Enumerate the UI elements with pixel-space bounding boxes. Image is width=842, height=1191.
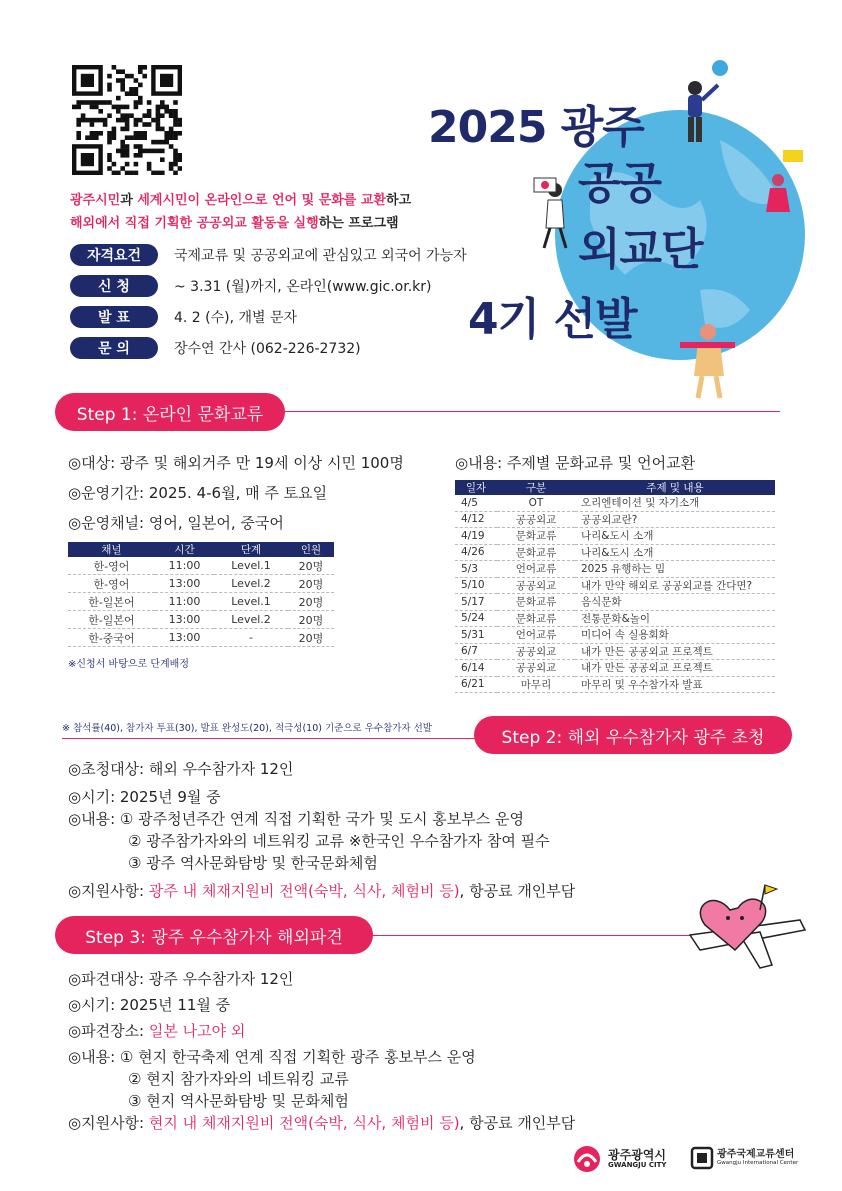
table-row bbox=[455, 528, 775, 545]
step3-content-2: ② 현지 참가자와의 네트워킹 교류 bbox=[128, 1070, 349, 1088]
step3-place: ◎파견장소: 일본 나고야 외 bbox=[68, 1022, 246, 1040]
table-row bbox=[455, 577, 775, 594]
qr-code[interactable] bbox=[72, 65, 182, 175]
table-cell: 마무리 및 우수참가자 발표 bbox=[575, 676, 775, 693]
table-cell: 13:00 bbox=[155, 611, 214, 629]
table-cell: 6/21 bbox=[455, 676, 497, 693]
table-header-cell: 채널 bbox=[68, 542, 155, 557]
step3-content-1: ◎내용: ① 현지 한국축제 연계 직접 기획한 광주 홍보부스 운영 bbox=[68, 1048, 476, 1066]
title-line-4: 4기 선발 bbox=[468, 294, 637, 345]
info-value: 국제교류 및 공공외교에 관심있고 외국어 가능자 bbox=[174, 248, 467, 264]
table-cell: 5/3 bbox=[455, 561, 497, 578]
table-header-cell: 단계 bbox=[214, 542, 288, 557]
table-row bbox=[455, 561, 775, 578]
table-cell: 문화교류 bbox=[497, 594, 575, 611]
gwangju-city-logo bbox=[570, 1144, 667, 1174]
table-cell: 4/5 bbox=[455, 495, 497, 511]
selection-criteria-note: ※ 참석률(40), 참가자 투표(30), 발표 완성도(20), 적극성(10) 기준으로 우수참가자 선발 bbox=[62, 723, 432, 734]
table-cell: 미디어 속 실용회화 bbox=[575, 627, 775, 644]
table-cell: 4/19 bbox=[455, 528, 497, 545]
table-cell: 언어교류 bbox=[497, 627, 575, 644]
table-cell: OT bbox=[497, 495, 575, 511]
step3-time: ◎시기: 2025년 11월 중 bbox=[68, 996, 231, 1014]
gic-icon bbox=[690, 1146, 714, 1170]
table-row bbox=[455, 676, 775, 693]
step3-divider bbox=[360, 935, 690, 936]
table-cell: 4/12 bbox=[455, 511, 497, 528]
table-cell: 오리엔테이션 및 자기소개 bbox=[575, 495, 775, 511]
table-cell: 공공외교란? bbox=[575, 511, 775, 528]
step3-support: ◎지원사항: 현지 내 체재지원비 전액(숙박, 식사, 체험비 등), 항공료 개인부담 bbox=[68, 1114, 576, 1132]
gic-logo-kr: 광주국제교류센터 bbox=[717, 1149, 795, 1161]
gic-logo bbox=[690, 1146, 798, 1170]
table-cell: 한-일본어 bbox=[68, 611, 155, 629]
step1-channel: ◎운영채널: 영어, 일본어, 중국어 bbox=[68, 514, 284, 532]
table-row bbox=[455, 627, 775, 644]
title-line-3: 외교단 bbox=[578, 224, 703, 275]
heart-airplane-illustration bbox=[680, 880, 810, 975]
table-row bbox=[455, 643, 775, 660]
info-row-contact bbox=[70, 336, 361, 360]
table-cell: 6/7 bbox=[455, 643, 497, 660]
table-cell: 2025 유행하는 밈 bbox=[575, 561, 775, 578]
table-row bbox=[455, 544, 775, 561]
table-row bbox=[68, 575, 334, 593]
step2-content-3: ③ 광주 역사문화탐방 및 한국문화체험 bbox=[128, 854, 378, 872]
info-label: 문 의 bbox=[70, 337, 158, 359]
table-header-cell: 주제 및 내용 bbox=[575, 480, 775, 495]
info-value: ~ 3.31 (월)까지, 온라인(www.gic.or.kr) bbox=[174, 279, 432, 295]
step2-content-1: ◎내용: ① 광주청년주간 연계 직접 기획한 국가 및 도시 홍보부스 운영 bbox=[68, 810, 525, 828]
intro-line-1: 광주시민과 세계시민이 온라인으로 언어 및 문화를 교환하고 bbox=[70, 193, 412, 208]
table-cell: 언어교류 bbox=[497, 561, 575, 578]
table-cell: 공공외교 bbox=[497, 577, 575, 594]
table-cell: 20명 bbox=[288, 593, 334, 611]
table-cell: Level.2 bbox=[214, 575, 288, 593]
table-cell: 문화교류 bbox=[497, 610, 575, 627]
table-cell: - bbox=[214, 629, 288, 647]
table-cell: 11:00 bbox=[155, 593, 214, 611]
table-row bbox=[68, 557, 334, 575]
info-row-qualification bbox=[70, 243, 467, 267]
table-cell: 공공외교 bbox=[497, 643, 575, 660]
table-cell: 한-일본어 bbox=[68, 593, 155, 611]
table-cell: 내가 만든 공공외교 프로젝트 bbox=[575, 660, 775, 677]
table-cell: 문화교류 bbox=[497, 528, 575, 545]
city-logo-en: GWANGJU CITY bbox=[608, 1160, 667, 1169]
info-label: 신 청 bbox=[70, 275, 158, 297]
table-cell: 11:00 bbox=[155, 557, 214, 575]
step2-divider bbox=[62, 738, 482, 739]
title-line-1: 2025 광주 bbox=[428, 102, 644, 153]
table-header-cell: 일자 bbox=[455, 480, 497, 495]
table-header-cell: 인원 bbox=[288, 542, 334, 557]
step3-pill: Step 3: 광주 우수참가자 해외파견 bbox=[55, 916, 373, 954]
info-value: 4. 2 (수), 개별 문자 bbox=[174, 310, 298, 326]
table-cell: 6/14 bbox=[455, 660, 497, 677]
channel-table bbox=[68, 542, 334, 647]
step3-target: ◎파견대상: 광주 우수참가자 12인 bbox=[68, 970, 294, 988]
table-cell: 13:00 bbox=[155, 575, 214, 593]
table-cell: 한-중국어 bbox=[68, 629, 155, 647]
table-cell: 20명 bbox=[288, 611, 334, 629]
table-row bbox=[455, 495, 775, 511]
table-cell: 13:00 bbox=[155, 629, 214, 647]
table-cell: 4/26 bbox=[455, 544, 497, 561]
table-cell: 20명 bbox=[288, 629, 334, 647]
table-row bbox=[68, 611, 334, 629]
info-row-announce bbox=[70, 305, 297, 329]
title-line-2: 공공 bbox=[578, 158, 662, 209]
table-row bbox=[455, 610, 775, 627]
table-cell: 5/17 bbox=[455, 594, 497, 611]
table-row bbox=[455, 660, 775, 677]
table-cell: 5/31 bbox=[455, 627, 497, 644]
step2-support: ◎지원사항: 광주 내 체재지원비 전액(숙박, 식사, 체험비 등), 항공료 개인부담 bbox=[68, 882, 576, 900]
table-cell: 공공외교 bbox=[497, 660, 575, 677]
step2-pill: Step 2: 해외 우수참가자 광주 초청 bbox=[474, 716, 792, 754]
table-row bbox=[455, 511, 775, 528]
schedule-table bbox=[455, 480, 775, 693]
table-cell: 음식문화 bbox=[575, 594, 775, 611]
table-header-cell: 구분 bbox=[497, 480, 575, 495]
table-row bbox=[455, 594, 775, 611]
table-cell: 마무리 bbox=[497, 676, 575, 693]
step1-divider bbox=[270, 411, 780, 412]
table-cell: 한-영어 bbox=[68, 557, 155, 575]
city-logo-kr: 광주광역시 bbox=[608, 1147, 666, 1162]
step2-time: ◎시기: 2025년 9월 중 bbox=[68, 788, 221, 806]
table-header-cell: 시간 bbox=[155, 542, 214, 557]
table-cell: Level.1 bbox=[214, 557, 288, 575]
table-cell: 20명 bbox=[288, 557, 334, 575]
table-row bbox=[68, 593, 334, 611]
step1-content-title: ◎내용: 주제별 문화교류 및 언어교환 bbox=[455, 454, 696, 472]
step2-target: ◎초청대상: 해외 우수참가자 12인 bbox=[68, 760, 294, 778]
table-cell: 20명 bbox=[288, 575, 334, 593]
table-row bbox=[68, 629, 334, 647]
info-value: 장수연 간사 (062-226-2732) bbox=[174, 341, 361, 357]
step2-content-2: ② 광주참가자와의 네트워킹 교류 ※한국인 우수참가자 참여 필수 bbox=[128, 832, 550, 850]
table-cell: 내가 만약 해외로 공공외교를 간다면? bbox=[575, 577, 775, 594]
table-cell: 문화교류 bbox=[497, 544, 575, 561]
table-cell: Level.2 bbox=[214, 611, 288, 629]
info-row-apply bbox=[70, 274, 431, 298]
table-cell: 내가 만든 공공외교 프로젝트 bbox=[575, 643, 775, 660]
table-cell: 공공외교 bbox=[497, 511, 575, 528]
table-cell: 한-영어 bbox=[68, 575, 155, 593]
table-cell: Level.1 bbox=[214, 593, 288, 611]
gwangju-city-icon bbox=[570, 1144, 604, 1174]
table-cell: 나리&도시 소개 bbox=[575, 544, 775, 561]
info-label: 발 표 bbox=[70, 306, 158, 328]
step1-target: ◎대상: 광주 및 해외거주 만 19세 이상 시민 100명 bbox=[68, 454, 404, 472]
table-cell: 5/24 bbox=[455, 610, 497, 627]
intro-line-2: 해외에서 직접 기획한 공공외교 활동을 실행하는 프로그램 bbox=[70, 216, 399, 231]
step1-period: ◎운영기간: 2025. 4-6월, 매 주 토요일 bbox=[68, 484, 328, 502]
step1-pill: Step 1: 온라인 문화교류 bbox=[55, 393, 285, 431]
table-cell: 전통문화&놀이 bbox=[575, 610, 775, 627]
step3-content-3: ③ 현지 역사문화탐방 및 문화체험 bbox=[128, 1092, 349, 1110]
table-cell: 나리&도시 소개 bbox=[575, 528, 775, 545]
channel-note: ※신청서 바탕으로 단계배정 bbox=[68, 659, 189, 670]
gic-logo-en: Gwangju International Center bbox=[717, 1160, 799, 1167]
info-label: 자격요건 bbox=[70, 244, 158, 266]
table-cell: 5/10 bbox=[455, 577, 497, 594]
